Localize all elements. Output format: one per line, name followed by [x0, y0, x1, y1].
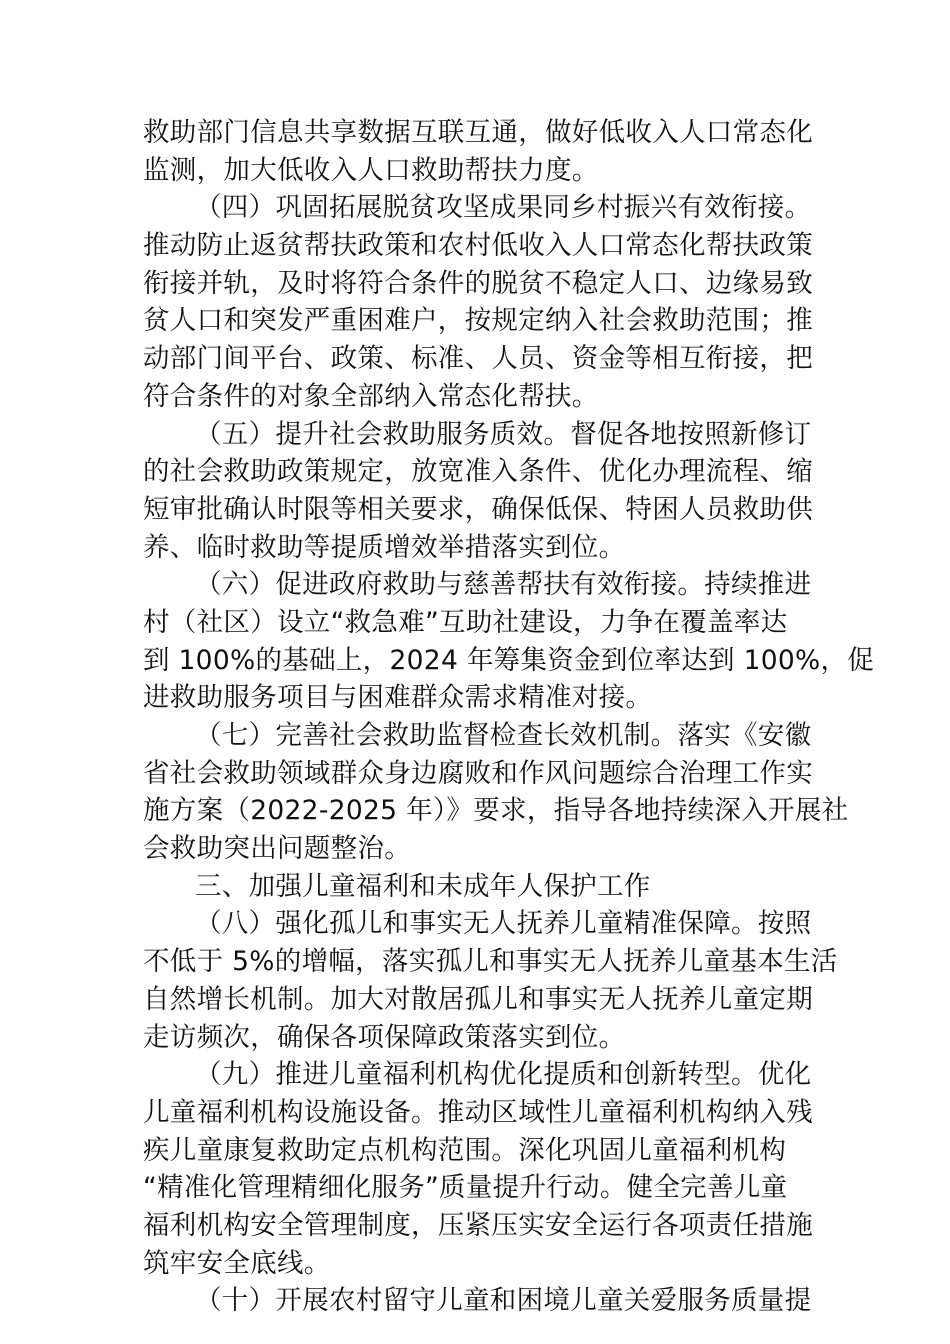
text-line: 监测，加大低收入人口救助帮扶力度。 [143, 154, 599, 186]
text-line: 走访频次，确保各项保障政策落实到位。 [143, 1021, 626, 1053]
text-line: 三、加强儿童福利和未成年人保护工作 [195, 870, 651, 902]
text-line: （十）开展农村留守儿童和困境儿童关爱服务质量提 [195, 1285, 812, 1317]
text-line: 符合条件的对象全部纳入常态化帮扶。 [143, 380, 599, 412]
text-line: 疾儿童康复救助定点机构范围。深化巩固儿童福利机构 [143, 1134, 787, 1166]
text-line: 的社会救助政策规定，放宽准入条件、优化办理流程、缩 [143, 456, 813, 488]
text-line: 进救助服务项目与困难群众需求精准对接。 [143, 682, 653, 714]
text-line: （九）推进儿童福利机构优化提质和创新转型。优化 [195, 1059, 812, 1091]
text-line: 会救助突出问题整治。 [143, 833, 411, 865]
text-line: 衔接并轨，及时将符合条件的脱贫不稳定人口、边缘易致 [143, 267, 813, 299]
text-line: 救助部门信息共享数据互联互通，做好低收入人口常态化 [143, 117, 813, 148]
text-line: （六）促进政府救助与慈善帮扶有效衔接。持续推进 [195, 569, 812, 601]
text-line: 村（社区）设立“救急难”互助社建设，力争在覆盖率达 [143, 606, 788, 638]
document-body [143, 114, 875, 1320]
text-line: 不低于 5%的增幅，落实孤儿和事实无人抚养儿童基本生活 [143, 946, 838, 978]
text-line: 贫人口和突发严重困难户，按规定纳入社会救助范围；推 [143, 305, 813, 337]
text-line: 推动防止返贫帮扶政策和农村低收入人口常态化帮扶政策 [143, 230, 813, 262]
text-line: （七）完善社会救助监督检查长效机制。落实《安徽 [195, 720, 812, 751]
text-line: 筑牢安全底线。 [143, 1247, 331, 1279]
text-line: 动部门间平台、政策、标准、人员、资金等相互衔接，把 [143, 343, 813, 375]
text-line: 儿童福利机构设施设备。推动区域性儿童福利机构纳入残 [143, 1096, 813, 1128]
text-line: 省社会救助领域群众身边腐败和作风问题综合治理工作实 [143, 757, 813, 789]
text-line: 福利机构安全管理制度，压紧压实安全运行各项责任措施 [143, 1209, 813, 1241]
text-line: “精准化管理精细化服务”质量提升行动。健全完善儿童 [143, 1172, 788, 1204]
text-line: （四）巩固拓展脱贫攻坚成果同乡村振兴有效衔接。 [195, 192, 812, 224]
text-line: 养、临时救助等提质增效举措落实到位。 [143, 531, 626, 563]
text-line: 自然增长机制。加大对散居孤儿和事实无人抚养儿童定期 [143, 983, 813, 1015]
text-line: （五）提升社会救助服务质效。督促各地按照新修订 [195, 418, 812, 450]
text-line: （八）强化孤儿和事实无人抚养儿童精准保障。按照 [195, 908, 812, 940]
text-line: 到 100%的基础上，2024 年筹集资金到位率达到 100%，促 [143, 644, 875, 676]
text-line: 短审批确认时限等相关要求，确保低保、特困人员救助供 [143, 493, 813, 525]
text-line: 施方案（2022-2025 年）》要求，指导各地持续深入开展社 [143, 795, 849, 827]
